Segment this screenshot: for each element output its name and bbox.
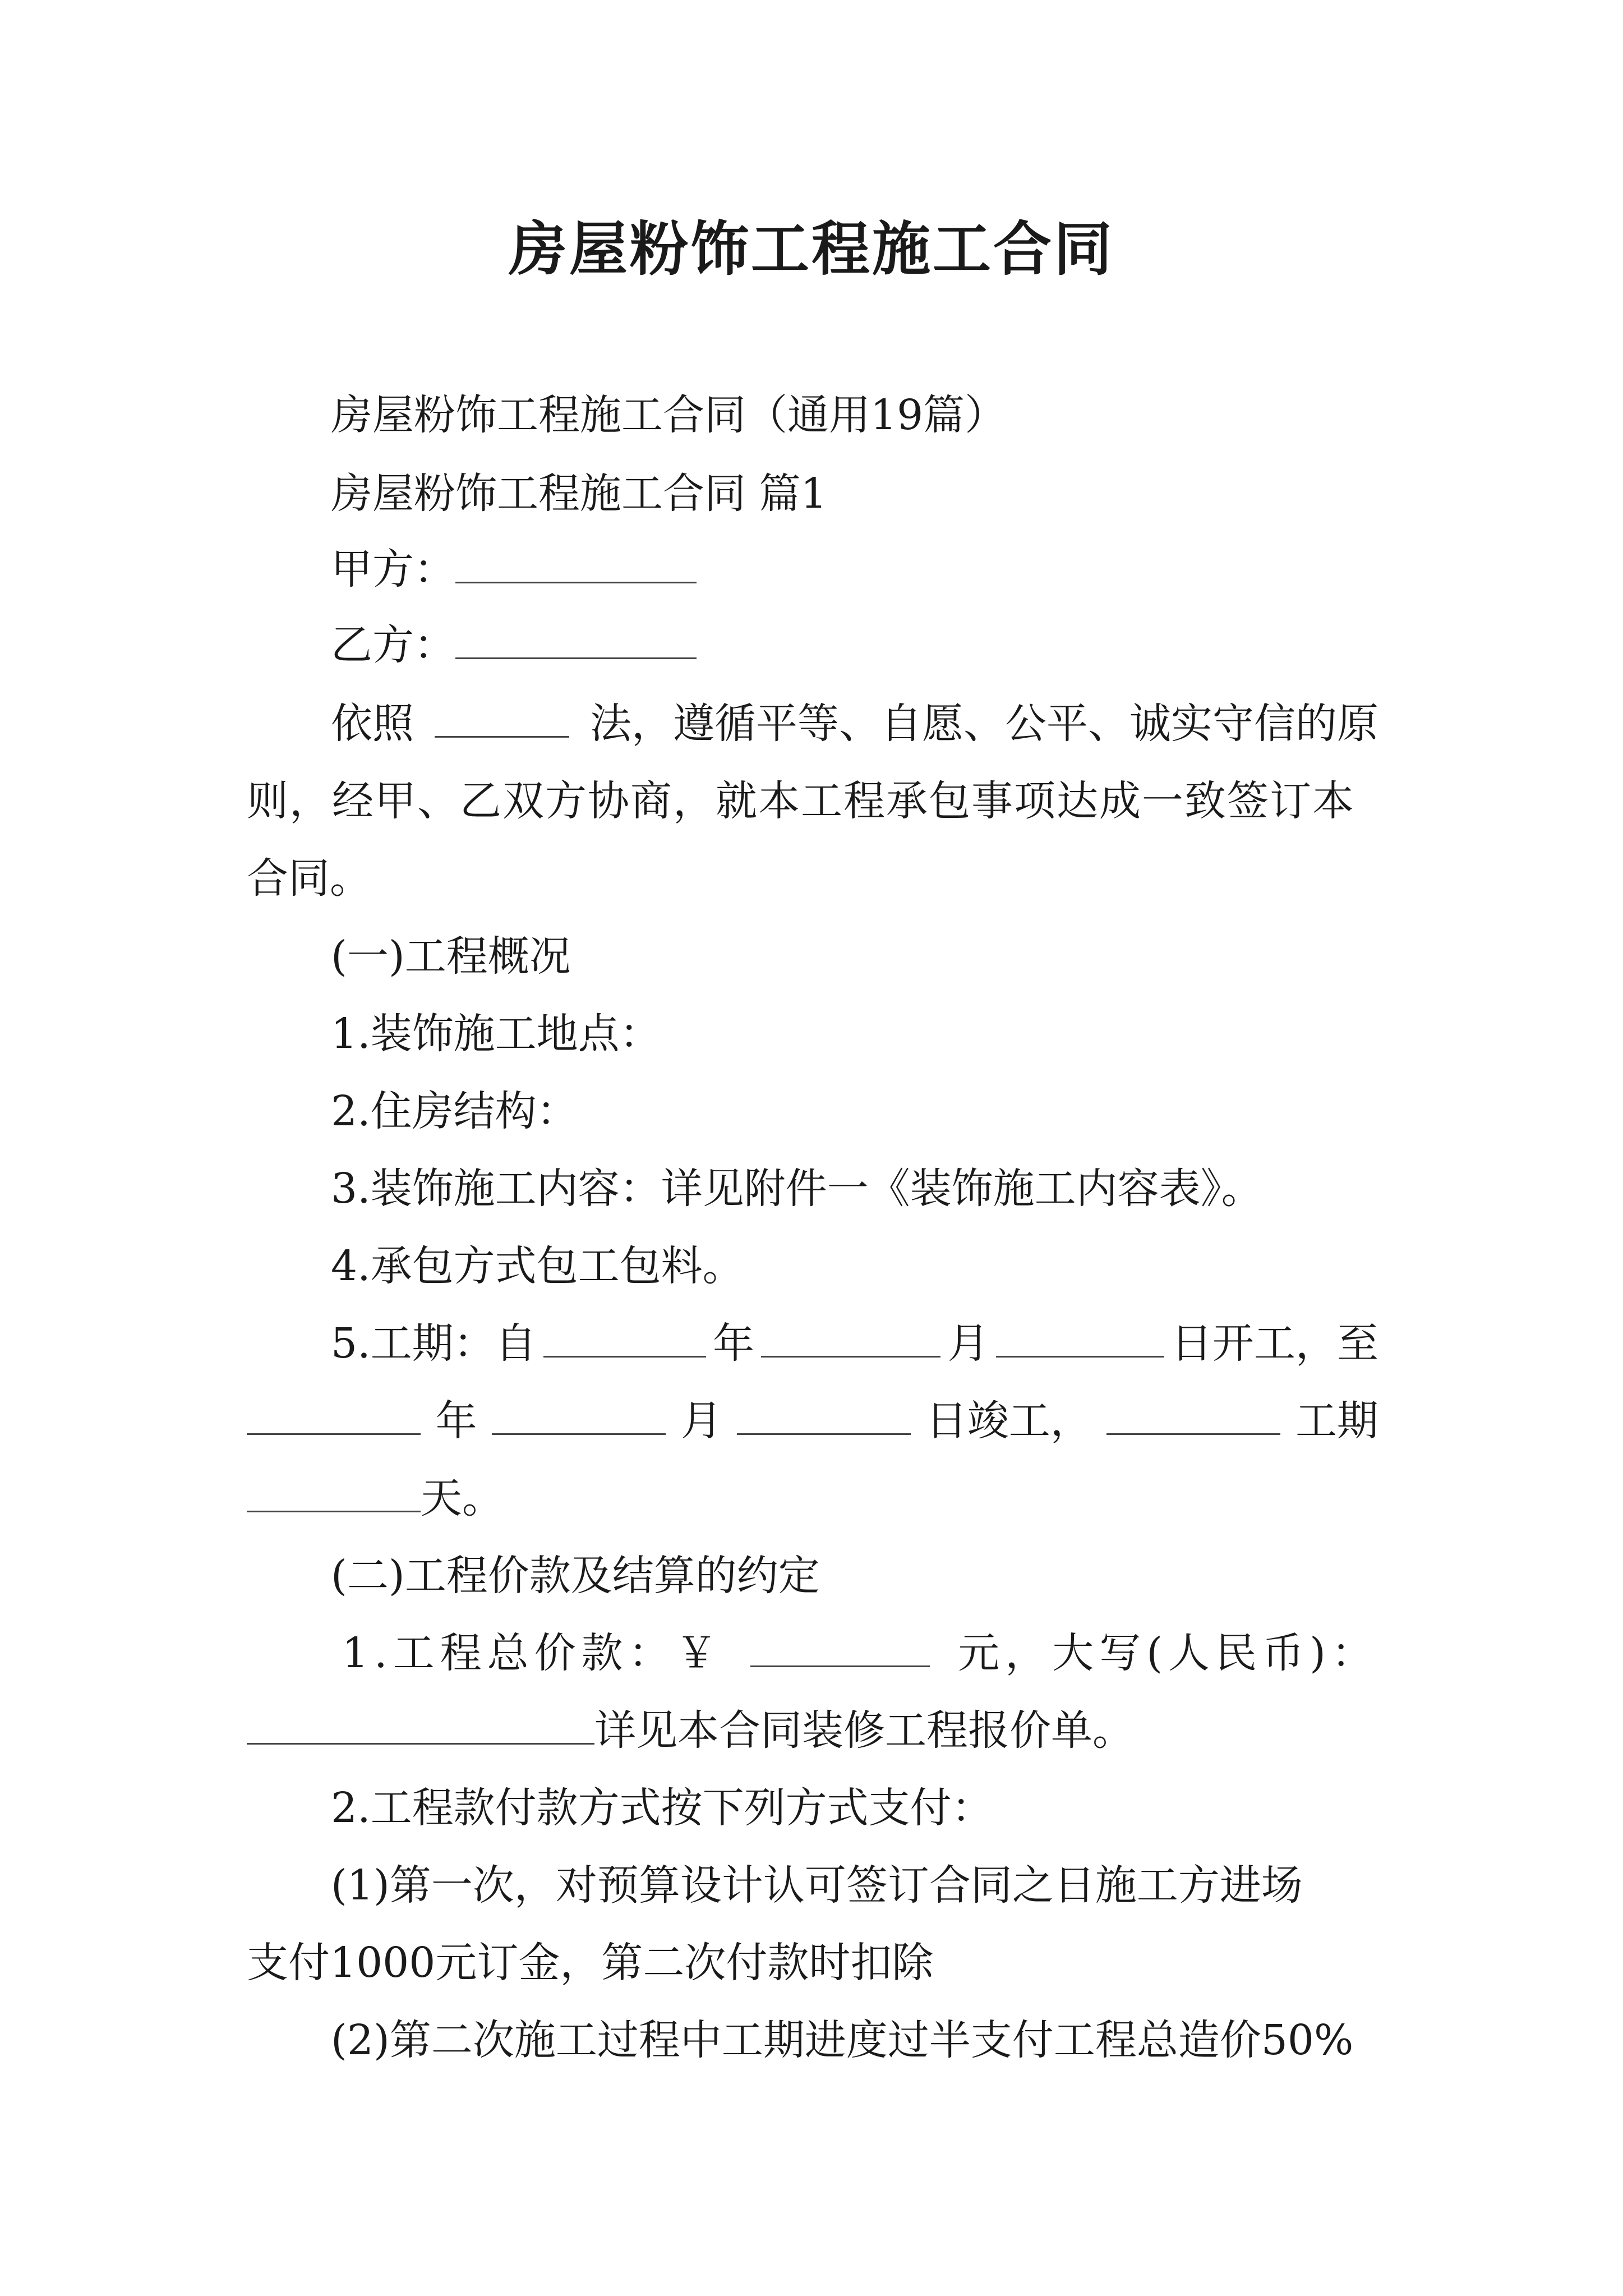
party-b-line [331,617,697,673]
period-month2: 月 [680,1397,722,1445]
start-year-blank [543,1317,706,1358]
part1-item5-line2 [247,1393,1378,1449]
intro-prefix: 依照 [331,700,414,748]
party-b-blank [455,618,697,659]
days-blank [247,1471,421,1512]
party-a-blank [455,542,697,583]
period-days: 天。 [421,1474,504,1522]
party-a-line [331,541,697,597]
intro-line1-rest: 法，遵循平等、自愿、公平、诚实守信的原 [590,700,1378,748]
part1-item1: 1.装饰施工地点： [331,1010,661,1058]
period-day-end: 日竣工， [925,1397,1092,1445]
part2-item1-line2 [247,1703,1134,1759]
part1-item5-line1 [331,1315,1378,1372]
law-blank [435,697,569,738]
document-subtitle: 房屋粉饰工程施工合同（通用19篇） [331,391,1007,439]
part2-heading: (二)工程价款及结算的约定 [331,1552,820,1600]
intro-line-1 [331,696,1378,752]
total-price-yuan: 元，大写(人民币)： [958,1629,1378,1677]
period-label: 5.工期：自 [331,1319,537,1368]
period-year: 年 [713,1319,755,1368]
capital-amount-blank [247,1704,594,1745]
intro-line-2: 则，经甲、乙双方协商，就本工程承包事项达成一致签订本 [247,777,1355,825]
part2-item1-line1 [342,1625,1378,1681]
period-month: 月 [947,1319,989,1368]
part1-item3: 3.装饰施工内容：详见附件一《装饰施工内容表》。 [331,1165,1263,1213]
period-year2: 年 [435,1397,477,1445]
intro-line-3: 合同。 [247,854,371,903]
part1-item5-line3 [247,1470,504,1526]
start-day-blank [996,1317,1164,1358]
period-duration: 工期 [1295,1397,1378,1445]
end-day-blank [737,1394,911,1435]
part1-item2: 2.住房结构： [331,1087,578,1135]
payment1-line2: 支付1000元订金，第二次付款时扣除 [247,1939,934,1987]
party-a-label: 甲方： [331,545,455,593]
part2-item2: 2.工程款付款方式按下列方式支付： [331,1784,993,1832]
payment1-line1: (1)第一次，对预算设计认可签订合同之日施工方进场 [331,1861,1303,1910]
part1-item4: 4.承包方式包工包料。 [331,1242,744,1290]
end-year-blank [247,1394,421,1435]
end-month-blank [492,1394,666,1435]
part1-heading: (一)工程概况 [331,932,571,981]
total-price-rest: 详见本合同装修工程报价单。 [594,1706,1134,1755]
document-title: 房屋粉饰工程施工合同 [508,214,1114,283]
section-heading: 房屋粉饰工程施工合同 篇1 [331,470,827,518]
start-month-blank [761,1317,940,1358]
party-b-label: 乙方： [331,621,455,669]
payment2-line1: (2)第二次施工过程中工期进度过半支付工程总造价50% [331,2016,1354,2064]
duration-blank [1106,1394,1280,1435]
total-price-label: 1.工程总价款：￥ [342,1629,723,1677]
total-price-blank [750,1626,930,1667]
period-day-start: 日开工，至 [1170,1319,1378,1368]
